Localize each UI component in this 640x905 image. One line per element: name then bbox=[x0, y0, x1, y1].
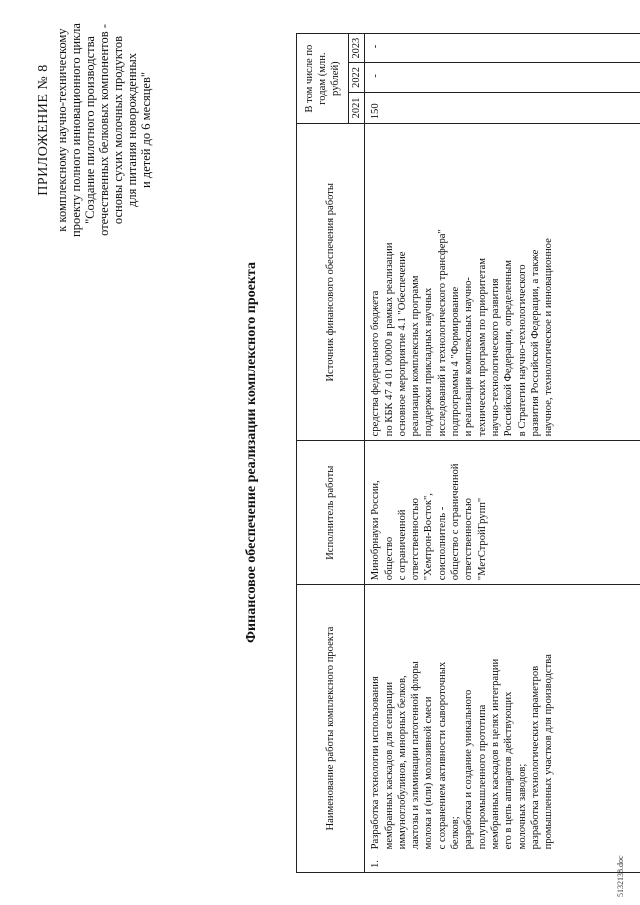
source-line: реализации комплексных программ bbox=[410, 275, 422, 437]
executor-line: "Хемтрон-Восток", bbox=[423, 493, 435, 581]
source-line: по КБК 47 4 01 00000 в рамках реализации bbox=[383, 242, 395, 437]
appendix-line: отечественных белковых компонентов - bbox=[97, 24, 111, 236]
work-line: белков; bbox=[450, 816, 462, 850]
source-cell bbox=[365, 124, 640, 441]
work-line: мембранных каскадов в целях интеграции bbox=[489, 658, 501, 850]
work-line: мембранных каскадов для сепарации bbox=[383, 681, 395, 850]
executor-line: общество bbox=[383, 536, 395, 581]
source-line: поддержки прикладных научных bbox=[423, 287, 435, 437]
work-line: с сохранением активности сывороточных bbox=[436, 661, 448, 850]
work-cell bbox=[365, 585, 640, 873]
work-line: молока и (или) молозивной смеси bbox=[423, 696, 435, 850]
source-line: основное мероприятие 4.1 "Обеспечение bbox=[396, 251, 408, 437]
source-line: научное, технологическое и инновационное bbox=[543, 238, 555, 437]
executor-line: с ограниченной bbox=[396, 509, 408, 581]
work-line: Разработка технологии использования bbox=[370, 676, 382, 850]
executor-line: Минобрнауки России, bbox=[370, 480, 382, 581]
executor-line: общество с ограниченной bbox=[450, 463, 462, 581]
executor-line: ответственностью bbox=[463, 498, 475, 581]
work-line: его в цепь аппаратов действующих bbox=[503, 691, 515, 850]
executor-cell bbox=[365, 441, 640, 585]
source-line: Российской Федерации, определенным bbox=[503, 260, 515, 437]
executor-line: соисполнитель - bbox=[436, 506, 448, 581]
source-line: развития Российской Федерации, а также bbox=[529, 249, 541, 437]
work-line: полупромышленного прототипа bbox=[476, 704, 488, 850]
appendix-line: к комплексному научно-техническому bbox=[55, 28, 69, 232]
source-line: и реализация комплексных научно- bbox=[463, 277, 475, 437]
appendix-line: основы сухих молочных продуктов bbox=[111, 35, 125, 225]
header-source: Источник финансового обеспечения работы bbox=[297, 124, 365, 441]
header-year-2023: 2023 bbox=[349, 34, 365, 63]
source-line: подпрограммы 4 "Формирование bbox=[450, 286, 462, 437]
value-2021: 150 bbox=[365, 92, 640, 124]
header-work-name: Наименование работы комплексного проекта bbox=[297, 585, 365, 873]
appendix-line: проекту полного инновационного цикла bbox=[69, 23, 83, 237]
header-year-2021: 2021 bbox=[349, 92, 365, 124]
work-line: промышленных участков для производства bbox=[543, 654, 555, 850]
header-executor: Исполнитель работы bbox=[297, 441, 365, 585]
value-2023: - bbox=[365, 34, 640, 63]
work-line: молочных заводов; bbox=[516, 763, 528, 850]
financing-table bbox=[296, 33, 640, 873]
value-2022: - bbox=[365, 63, 640, 92]
appendix-line: для питания новорожденных bbox=[125, 52, 139, 208]
source-line: исследований и технологического трансфера" bbox=[436, 229, 448, 437]
appendix-header bbox=[37, 0, 153, 265]
source-line: средства федерального бюджета bbox=[370, 290, 382, 437]
work-line: разработка технологических параметров bbox=[529, 665, 541, 850]
source-line: в Стратегии научно-технологического bbox=[516, 264, 528, 437]
executor-line: ответственностью bbox=[410, 498, 422, 581]
work-line: разработка и создание уникального bbox=[463, 689, 475, 850]
header-year-2022: 2022 bbox=[349, 63, 365, 92]
table-row bbox=[365, 34, 640, 873]
section-title: Финансовое обеспечение реализации комплексного проекта bbox=[244, 262, 259, 643]
source-line: технических программ по приоритетам bbox=[476, 258, 488, 437]
work-line: лактозы и элиминации патогенной флоры bbox=[410, 661, 422, 850]
document-id: 5132138.doc bbox=[616, 855, 625, 897]
work-line: иммуноглобулинов, минорных белков, bbox=[396, 675, 408, 850]
row-number: 1. bbox=[370, 860, 382, 868]
appendix-line: "Создание пилотного производства bbox=[83, 36, 97, 224]
executor-line: "МетСтройГрупп" bbox=[476, 497, 488, 581]
appendix-line: и детей до 6 месяцев" bbox=[139, 72, 153, 188]
header-by-years: В том числе по годам (млн. рублей) bbox=[297, 34, 349, 124]
appendix-title: ПРИЛОЖЕНИЕ № 8 bbox=[36, 64, 51, 196]
source-line: научно-технологического развития bbox=[489, 278, 501, 437]
